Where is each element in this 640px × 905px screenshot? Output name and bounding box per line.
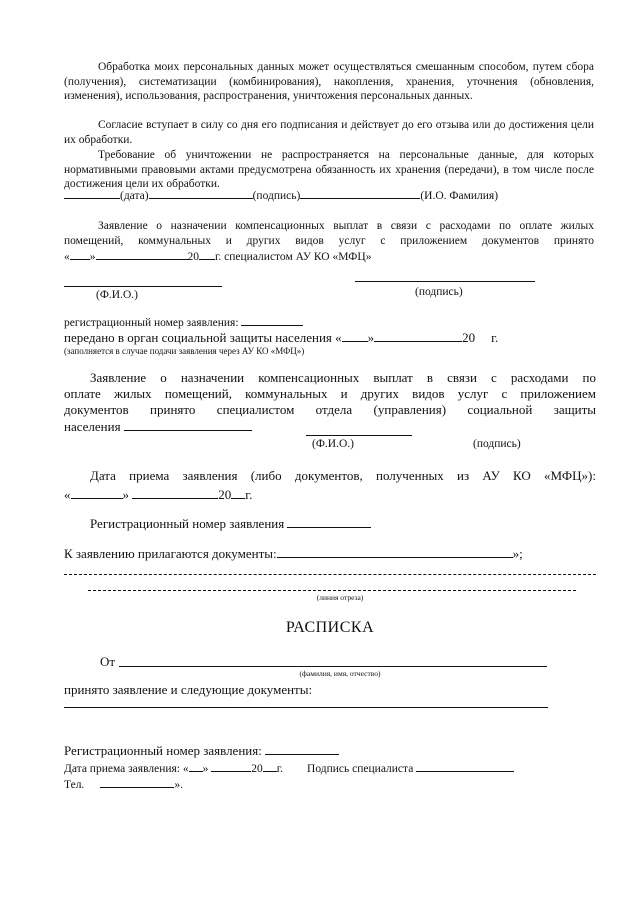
signature-caption: (подпись) bbox=[252, 190, 301, 202]
social-fio-blank[interactable] bbox=[124, 418, 252, 431]
mfc-reg-number-blank[interactable] bbox=[241, 314, 303, 326]
social-reg-number-blank[interactable] bbox=[287, 515, 371, 528]
consent-paragraph-1: Обработка моих персональных данных может осуществляться смешанным способом, путем сбора (получения), систематизации (комбинирования), накопления, хранения, уточнения (обновления, изменения), использования, распространения, уничтожения персональных данных. bbox=[64, 61, 594, 103]
transfer-month-blank[interactable] bbox=[374, 329, 462, 342]
mfc-transfer-note: (заполняется в случае подачи заявления через АУ КО «МФЦ») bbox=[64, 346, 305, 356]
date-blank[interactable] bbox=[64, 187, 120, 199]
receipt-signature-blank[interactable] bbox=[416, 760, 514, 772]
receipt-phone-line: Тел. ». bbox=[64, 776, 183, 793]
mfc-registration: регистрационный номер заявления: bbox=[64, 314, 303, 331]
social-day-blank[interactable] bbox=[71, 486, 123, 499]
transfer-day-blank[interactable] bbox=[342, 329, 368, 342]
social-sign-caption: (подпись) bbox=[473, 438, 521, 450]
consent-paragraph-2: Согласие вступает в силу со дня его подписания и действует до его отзыва или до достижения цели их обработки. bbox=[64, 119, 594, 146]
consent-paragraph-3: Требование об уничтожении не распространяется на персональные данные, для которых нормативными правовыми актами предусмотрена обязанность их хранения (передачи), в том числе после достижения цели их обработки. bbox=[64, 149, 594, 191]
social-date-label: Дата приема заявления (либо документов, полученных из АУ КО «МФЦ»): bbox=[90, 468, 596, 483]
documents-continuation-dashed-line bbox=[64, 574, 596, 575]
social-registration: Регистрационный номер заявления bbox=[90, 515, 371, 532]
receipt-accepted-text: принято заявление и следующие документы: bbox=[64, 682, 313, 697]
signature-blank[interactable] bbox=[149, 187, 253, 199]
mfc-fio-caption: (Ф.И.О.) bbox=[96, 289, 138, 301]
receipt-phone-blank[interactable] bbox=[100, 776, 174, 788]
receipt-title: РАСПИСКА bbox=[285, 619, 375, 636]
mfc-month-blank[interactable] bbox=[96, 248, 188, 260]
mfc-day-blank[interactable] bbox=[70, 248, 90, 260]
social-sign-line[interactable] bbox=[306, 435, 412, 436]
receipt-day-blank[interactable] bbox=[189, 760, 203, 772]
receipt-documents-line[interactable] bbox=[64, 707, 548, 708]
social-fio-caption: (Ф.И.О.) bbox=[312, 438, 354, 450]
receipt-year-blank[interactable] bbox=[263, 760, 277, 772]
mfc-sign-caption: (подпись) bbox=[415, 286, 463, 298]
receipt-from-line[interactable] bbox=[119, 666, 547, 667]
receipt-month-blank[interactable] bbox=[211, 760, 251, 772]
social-year-blank[interactable] bbox=[231, 486, 245, 499]
name-caption: (И.О. Фамилия) bbox=[420, 190, 499, 202]
mfc-transfer-line: передано в орган социальной защиты населения « » 20 г. bbox=[64, 330, 499, 345]
attached-documents: К заявлению прилагаются документы: »; bbox=[64, 546, 523, 561]
cut-line bbox=[88, 590, 576, 591]
date-caption: (дата) bbox=[120, 190, 149, 202]
social-date-line: « » 20 г. bbox=[64, 487, 253, 502]
consent-signature-line bbox=[64, 187, 604, 204]
mfc-year-blank[interactable] bbox=[199, 248, 215, 260]
mfc-sign-line[interactable] bbox=[355, 281, 535, 282]
documents-blank[interactable] bbox=[277, 545, 513, 558]
receipt-from-caption: (фамилия, имя, отчество) bbox=[299, 669, 381, 678]
social-month-blank[interactable] bbox=[132, 486, 218, 499]
receipt-registration: Регистрационный номер заявления: bbox=[64, 742, 339, 759]
name-blank[interactable] bbox=[300, 187, 420, 199]
receipt-reg-number-blank[interactable] bbox=[265, 742, 339, 755]
cut-line-caption: (линия отреза) bbox=[316, 593, 364, 602]
receipt-from-label: От bbox=[100, 654, 116, 669]
mfc-acceptance-text: Заявление о назначении компенсационных выплат в связи с расходами по оплате жилых помещений, коммунальных и других видов услуг с приложением документов принято « » 20 г. специалистом АУ КО «МФЦ» bbox=[64, 220, 594, 264]
social-acceptance-text: Заявление о назначении компенсационных выплат в связи с расходами по оплате жилых помещений, коммунальных и других видов услуг с приложением документов принято специалистом отдела (управления) социальной защиты населения bbox=[64, 370, 596, 434]
receipt-date-sign-line: Дата приема заявления: « » 20 г. Подпись специалиста bbox=[64, 760, 514, 777]
mfc-fio-line[interactable] bbox=[64, 286, 222, 287]
